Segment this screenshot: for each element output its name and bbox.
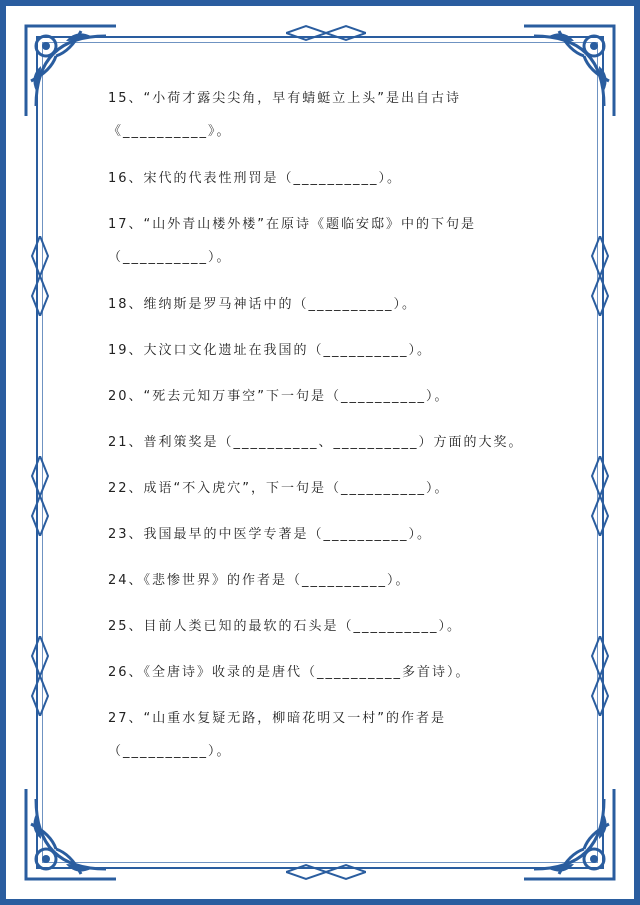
question-item (108, 564, 558, 610)
question-text: 26、《全唐诗》收录的是唐代（__________多首诗）。 (108, 665, 471, 680)
question-text-cont: （__________）。 (108, 744, 232, 759)
question-item (108, 334, 558, 380)
question-text: 27、“山重水复疑无路，柳暗花明又一村”的作者是 (108, 711, 447, 726)
question-text: 25、目前人类已知的最软的石头是（__________）。 (108, 619, 463, 634)
question-item (108, 426, 558, 472)
question-text-cont: 《__________》。 (108, 124, 232, 139)
question-text: 20、“死去元知万事空”下一句是（__________）。 (108, 389, 450, 404)
question-item (108, 656, 558, 702)
question-item (108, 82, 558, 162)
question-text: 19、大汶口文化遗址在我国的（__________）。 (108, 343, 433, 358)
side-ornament-icon (30, 456, 50, 536)
question-text: 17、“山外青山楼外楼”在原诗《题临安邸》中的下句是 (108, 217, 477, 232)
question-item (108, 380, 558, 426)
question-text-cont: （__________）。 (108, 250, 232, 265)
side-ornament-icon (590, 236, 610, 316)
question-item (108, 208, 558, 288)
question-item (108, 702, 558, 782)
side-ornament-icon (30, 636, 50, 716)
question-item (108, 288, 558, 334)
corner-ornament-icon (514, 779, 624, 889)
question-text: 16、宋代的代表性刑罚是（__________）。 (108, 171, 403, 186)
question-text: 22、成语“不入虎穴”，下一句是（__________）。 (108, 481, 450, 496)
side-ornament-icon (590, 636, 610, 716)
question-text: 23、我国最早的中医学专著是（__________）。 (108, 527, 433, 542)
side-ornament-icon (590, 456, 610, 536)
question-text: 15、“小荷才露尖尖角，早有蜻蜓立上头”是出自古诗 (108, 91, 462, 106)
question-text: 24、《悲惨世界》的作者是（__________）。 (108, 573, 411, 588)
bottom-ornament-icon (286, 863, 366, 881)
question-text: 21、普利策奖是（__________、__________）方面的大奖。 (108, 435, 524, 450)
question-item (108, 162, 558, 208)
question-item (108, 472, 558, 518)
side-ornament-icon (30, 236, 50, 316)
question-item (108, 610, 558, 656)
top-ornament-icon (286, 24, 366, 42)
question-text: 18、维纳斯是罗马神话中的（__________）。 (108, 297, 418, 312)
question-list (108, 82, 558, 782)
corner-ornament-icon (16, 779, 126, 889)
question-item (108, 518, 558, 564)
